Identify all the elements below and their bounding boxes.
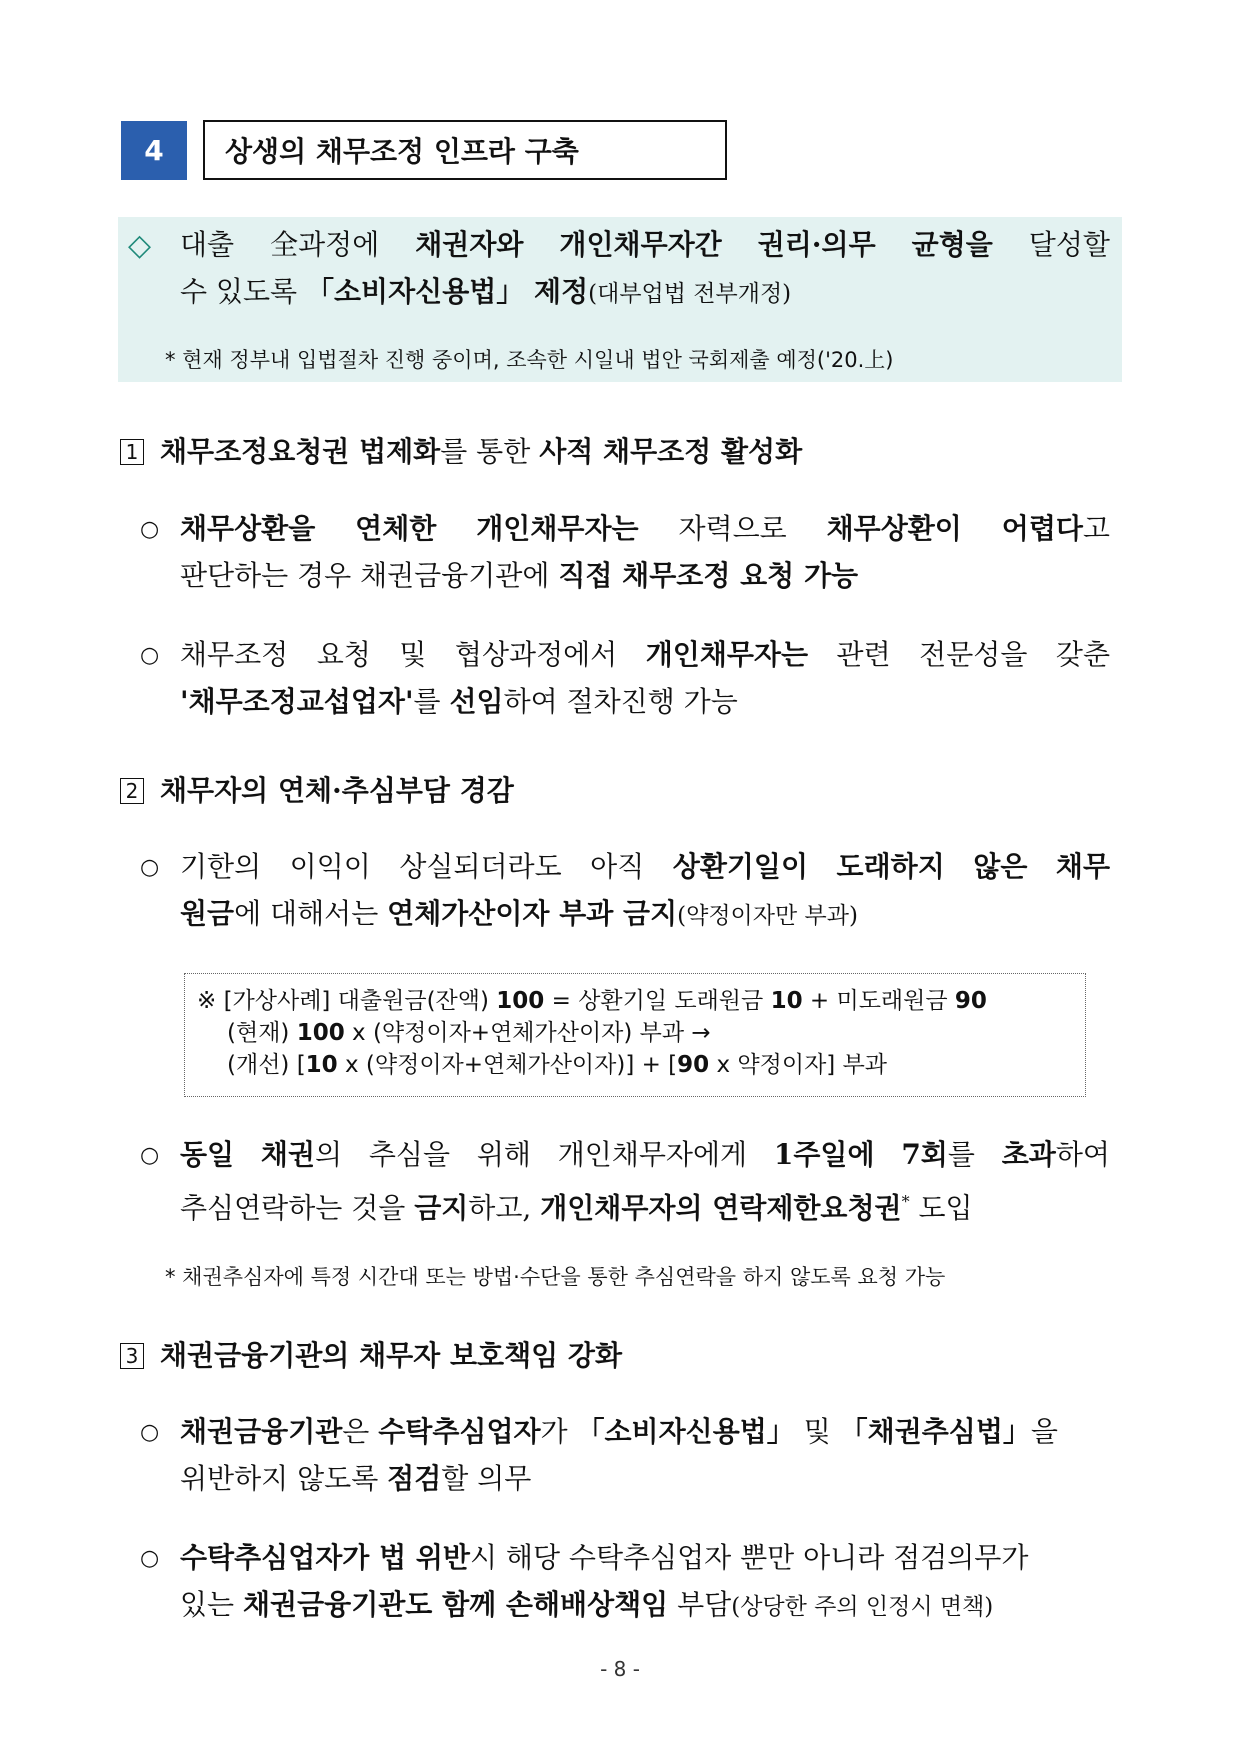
page-number: - 8 - [600,1657,640,1681]
section-title-text: 상생의 채무조정 인프라 구축 [225,135,579,168]
item-3-heading: 3 채권금융기관의 채무자 보호책임 강화 [120,1339,622,1373]
item-2-bullet-1-line-2: 원금에 대해서는 연체가산이자 부과 금지(약정이자만 부과) [180,897,858,930]
summary-line-1: 대출 全과정에 채권자와 개인채무자간 권리·의무 균형을 달성할 [180,228,1110,261]
item-2-bullet-2-line-1: 동일 채권의 추심을 위해 개인채무자에게 1주일에 7회를 초과하여 [180,1138,1110,1171]
item-1-bullet-2-line-2: '채무조정교섭업자'를 선임하여 절차진행 가능 [180,685,738,718]
item-2-bullet-2-line-2: 추심연락하는 것을 금지하고, 개인채무자의 연락제한요청권* 도입 [180,1191,973,1225]
item-number-box: 3 [120,1343,144,1369]
item-number-box: 1 [120,439,144,465]
bullet-icon: ○ [140,1546,160,1571]
diamond-icon: ◇ [128,228,152,263]
example-row-1: ※ [가상사례] 대출원금(잔액) 100 = 상환기일 도래원금 10 + 미도래원금 90 [197,988,987,1014]
item-2-note: * 채권추심자에 특정 시간대 또는 방법·수단을 통한 추심연락을 하지 않도록 요청 가능 [165,1265,946,1289]
example-row-3: (개선) [10 x (약정이자+연체가산이자)] + [90 x 약정이자] 부과 [227,1052,888,1078]
item-1-bullet-1-line-1: 채무상환을 연체한 개인채무자는 자력으로 채무상환이 어렵다고 [180,512,1110,545]
item-1-heading: 1 채무조정요청권 법제화를 통한 사적 채무조정 활성화 [120,435,802,469]
bullet-icon: ○ [140,643,160,668]
item-3-bullet-1-line-2: 위반하지 않도록 점검할 의무 [180,1462,532,1495]
summary-note: * 현재 정부내 입법절차 진행 중이며, 조속한 시일내 법안 국회제출 예정('20.上) [165,348,894,372]
bullet-icon: ○ [140,517,160,542]
section-title [203,120,727,180]
item-3-bullet-2-line-1: 수탁추심업자가 법 위반시 해당 수탁추심업자 뿐만 아니라 점검의무가 [180,1541,1029,1574]
item-1-bullet-2-line-1: 채무조정 요청 및 협상과정에서 개인채무자는 관련 전문성을 갖춘 [180,638,1110,671]
section-number-badge: 4 [121,121,187,180]
example-box [184,973,1086,1097]
item-1-bullet-1-line-2: 판단하는 경우 채권금융기관에 직접 채무조정 요청 가능 [180,559,859,592]
item-2-bullet-1-line-1: 기한의 이익이 상실되더라도 아직 상환기일이 도래하지 않은 채무 [180,850,1110,883]
summary-line-2: 수 있도록 「소비자신용법」 제정(대부업법 전부개정) [180,275,792,308]
example-row-2: (현재) 100 x (약정이자+연체가산이자) 부과 → [227,1020,711,1046]
bullet-icon: ○ [140,1143,160,1168]
bullet-icon: ○ [140,1420,160,1445]
item-number-box: 2 [120,778,144,804]
item-2-heading: 2 채무자의 연체·추심부담 경감 [120,774,514,808]
bullet-icon: ○ [140,855,160,880]
item-3-bullet-2-line-2: 있는 채권금융기관도 함께 손해배상책임 부담(상당한 주의 인정시 면책) [180,1588,994,1621]
item-3-bullet-1-line-1: 채권금융기관은 수탁추심업자가 「소비자신용법」 및 「채권추심법」을 [180,1415,1058,1448]
